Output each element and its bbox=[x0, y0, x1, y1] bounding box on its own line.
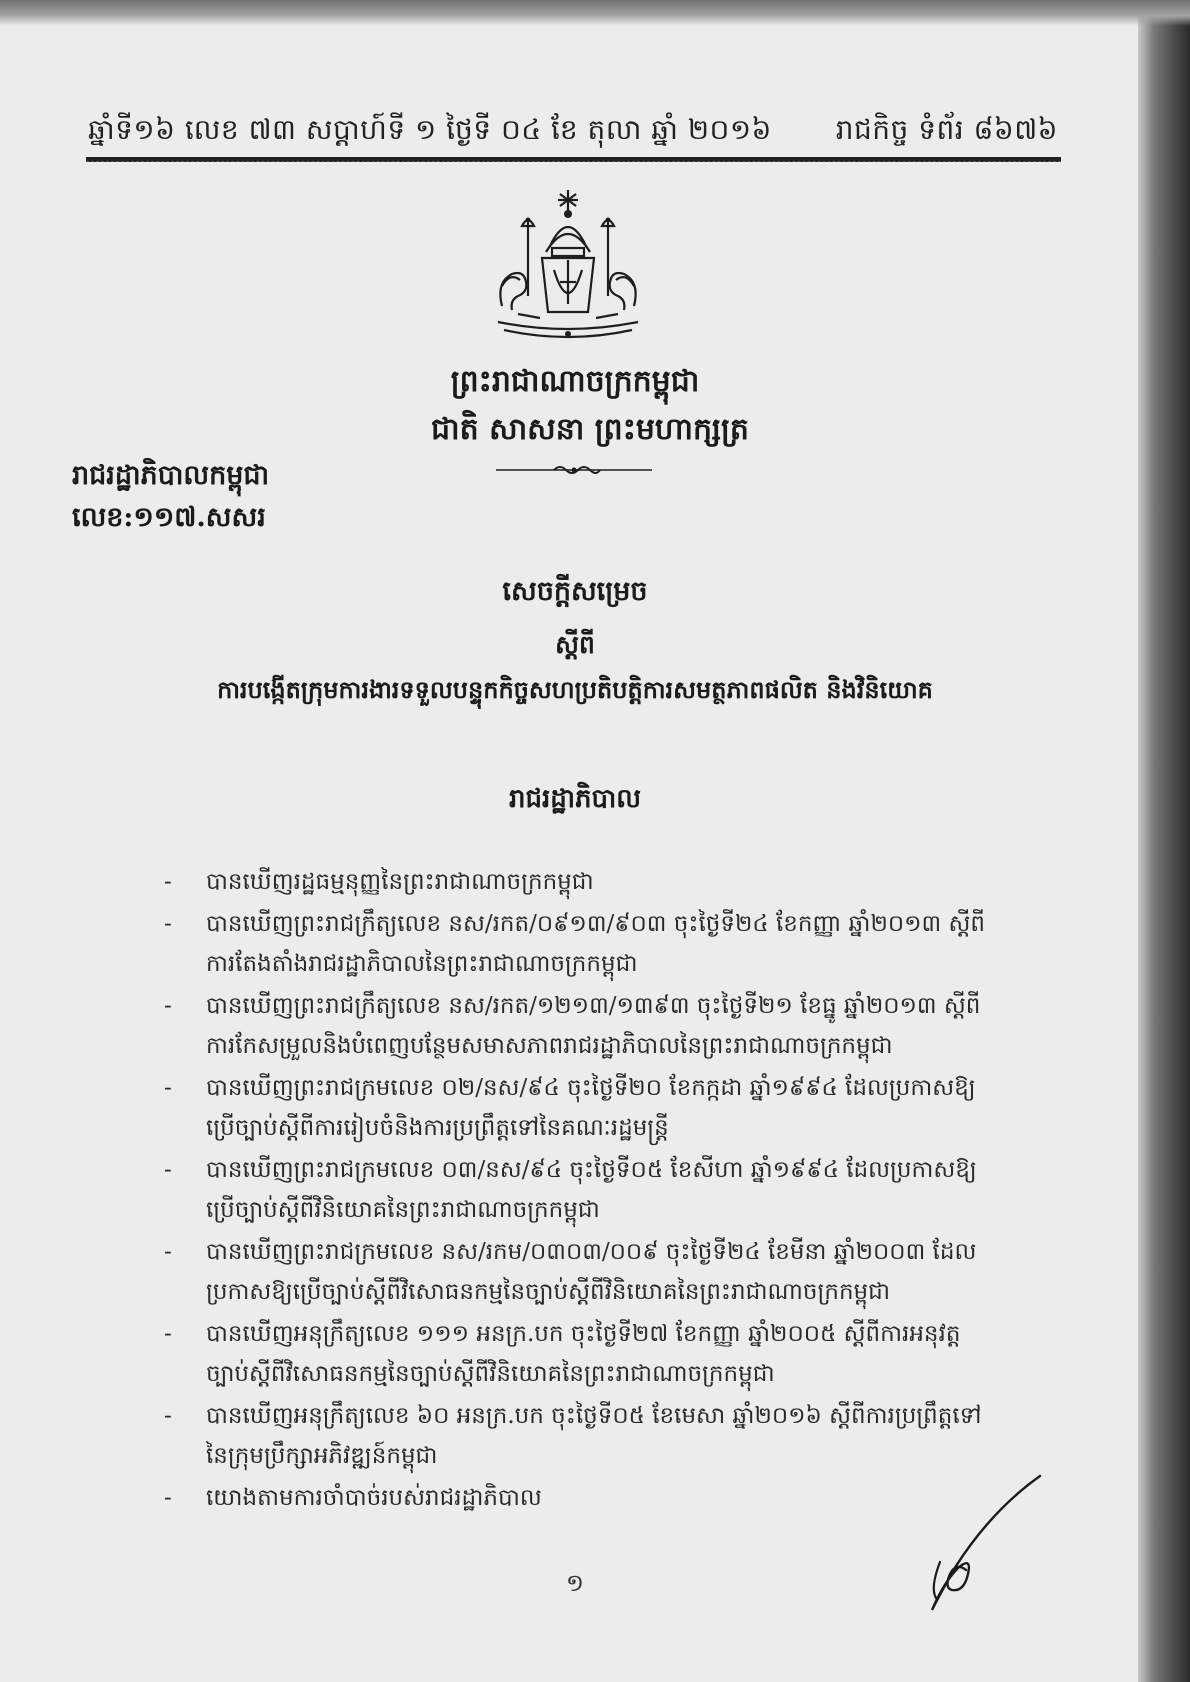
clause-bullet: - bbox=[164, 1403, 172, 1429]
ornament-divider-icon bbox=[496, 464, 652, 476]
clause-item bbox=[158, 862, 988, 902]
clause-text: បានឃើញរដ្ឋធម្មនុញ្ញនៃព្រះរាជាណាចក្រកម្ពុជា bbox=[206, 869, 594, 895]
clause-bullet: - bbox=[164, 1485, 172, 1511]
clause-bullet: - bbox=[164, 1157, 172, 1183]
kingdom-name: ព្រះរាជាណាចក្រកម្ពុជា bbox=[450, 364, 700, 399]
clause-text: យោងតាមការចាំបាច់របស់រាជរដ្ឋាភិបាល bbox=[206, 1485, 542, 1511]
signature-icon bbox=[900, 1470, 1050, 1620]
clause-bullet: - bbox=[164, 869, 172, 895]
clause-bullet: - bbox=[164, 911, 172, 937]
clause-text: បានឃើញព្រះរាជក្រមលេខ នស/រកម/០៣០៣/០០៩ ចុះថ្ងៃទី២៤ ខែមីនា ឆ្នាំ២០០៣ ដែលប្រកាសឱ្យប្រើច្បាប់ស្តីពីវិសោធនកម្មនៃច្បាប់ស្តីពីវិនិយោគនៃព្រះរាជាណាចក្រកម្ពុជា bbox=[206, 1239, 977, 1305]
clause-item bbox=[158, 1232, 988, 1312]
clause-text: បានឃើញអនុក្រឹត្យលេខ ១១១ អនក្រ.បក ចុះថ្ងៃទី២៧ ខែកញ្ញា ឆ្នាំ២០០៥ ស្តីពីការអនុវត្តច្បាប់ស្តីពីវិសោធនកម្មនៃច្បាប់ស្តីពីវិនិយោគនៃព្រះរាជាណាចក្រកម្ពុជា bbox=[206, 1321, 961, 1387]
document-type: សេចក្តីសម្រេច bbox=[502, 576, 648, 607]
page-number: ១ bbox=[565, 1569, 585, 1597]
header-rule bbox=[86, 157, 1061, 162]
clause-bullet: - bbox=[164, 993, 172, 1019]
issuer-block bbox=[72, 455, 269, 539]
clause-text: បានឃើញព្រះរាជក្រមលេខ ០៣/នស/៩៤ ចុះថ្ងៃទី០៥ ខែសីហា ឆ្នាំ១៩៩៤ ដែលប្រកាសឱ្យប្រើច្បាប់ស្តីពីវិនិយោគនៃព្រះរាជាណាចក្រកម្ពុជា bbox=[206, 1157, 977, 1223]
clause-item bbox=[158, 1396, 988, 1476]
clause-bullet: - bbox=[164, 1321, 172, 1347]
scan-top-shadow bbox=[0, 0, 1190, 26]
kingdom-motto: ជាតិ សាសនា ព្រះមហាក្សត្រ bbox=[431, 412, 749, 447]
document-subject: ការបង្កើតក្រុមការងារទទួលបន្ទុកកិច្ចសហប្រតិបត្តិការសមត្ថភាពផលិត និងវិនិយោគ bbox=[217, 675, 933, 704]
clause-item bbox=[158, 1478, 988, 1518]
clause-text: បានឃើញព្រះរាជក្រឹត្យលេខ នស/រកត/០៩១៣/៩០៣ ចុះថ្ងៃទី២៤ ខែកញ្ញា ឆ្នាំ២០១៣ ស្តីពីការតែងតាំងរាជរដ្ឋាភិបាលនៃព្រះរាជាណាចក្រកម្ពុជា bbox=[206, 911, 986, 977]
clause-item bbox=[158, 1314, 988, 1394]
clause-item bbox=[158, 986, 988, 1066]
scan-edge-shadow bbox=[1138, 0, 1190, 1682]
clause-text: បានឃើញព្រះរាជក្រឹត្យលេខ នស/រកត/១២១៣/១៣៩៣ ចុះថ្ងៃទី២១ ខែធ្នូ ឆ្នាំ២០១៣ ស្តីពីការកែសម្រួលនិងបំពេញបន្ថែមសមាសភាពរាជរដ្ឋាភិបាលនៃព្រះរាជាណាចក្រកម្ពុជា bbox=[206, 993, 981, 1059]
gazette-header bbox=[88, 112, 1058, 153]
gazette-issue: ឆ្នាំទី១៦ លេខ ៧៣ សប្តាហ៍ទី ១ ថ្ងៃទី ០៤ ខែ តុលា ឆ្នាំ ២០១៦ bbox=[88, 113, 772, 146]
clause-bullet: - bbox=[164, 1239, 172, 1265]
document-number: លេខ:១១៧.សសរ bbox=[72, 502, 266, 533]
royal-emblem-icon bbox=[488, 186, 648, 350]
clause-item bbox=[158, 1150, 988, 1230]
clause-item bbox=[158, 904, 988, 984]
gazette-page-ref: រាជកិច្ច ទំព័រ ៨៦៧៦ bbox=[835, 113, 1058, 146]
clause-bullet: - bbox=[164, 1075, 172, 1101]
clause-text: បានឃើញព្រះរាជក្រមលេខ ០២/នស/៩៤ ចុះថ្ងៃទី២០ ខែកក្កដា ឆ្នាំ១៩៩៤ ដែលប្រកាសឱ្យប្រើច្បាប់ស្តីពីការរៀបចំនិងការប្រព្រឹត្តទៅនៃគណៈរដ្ឋមន្ត្រី bbox=[206, 1075, 976, 1141]
issuing-authority: រាជរដ្ឋាភិបាល bbox=[508, 784, 642, 814]
preamble-clauses bbox=[158, 862, 988, 1520]
title-about: ស្តីពី bbox=[555, 630, 595, 659]
clause-text: បានឃើញអនុក្រឹត្យលេខ ៦០ អនក្រ.បក ចុះថ្ងៃទី០៥ ខែមេសា ឆ្នាំ២០១៦ ស្តីពីការប្រព្រឹត្តទៅនៃក្រុមប្រឹក្សាអភិវឌ្ឍន៍កម្ពុជា bbox=[206, 1403, 982, 1469]
issuer-name: រាជរដ្ឋាភិបាលកម្ពុជា bbox=[72, 460, 270, 491]
clause-item bbox=[158, 1068, 988, 1148]
